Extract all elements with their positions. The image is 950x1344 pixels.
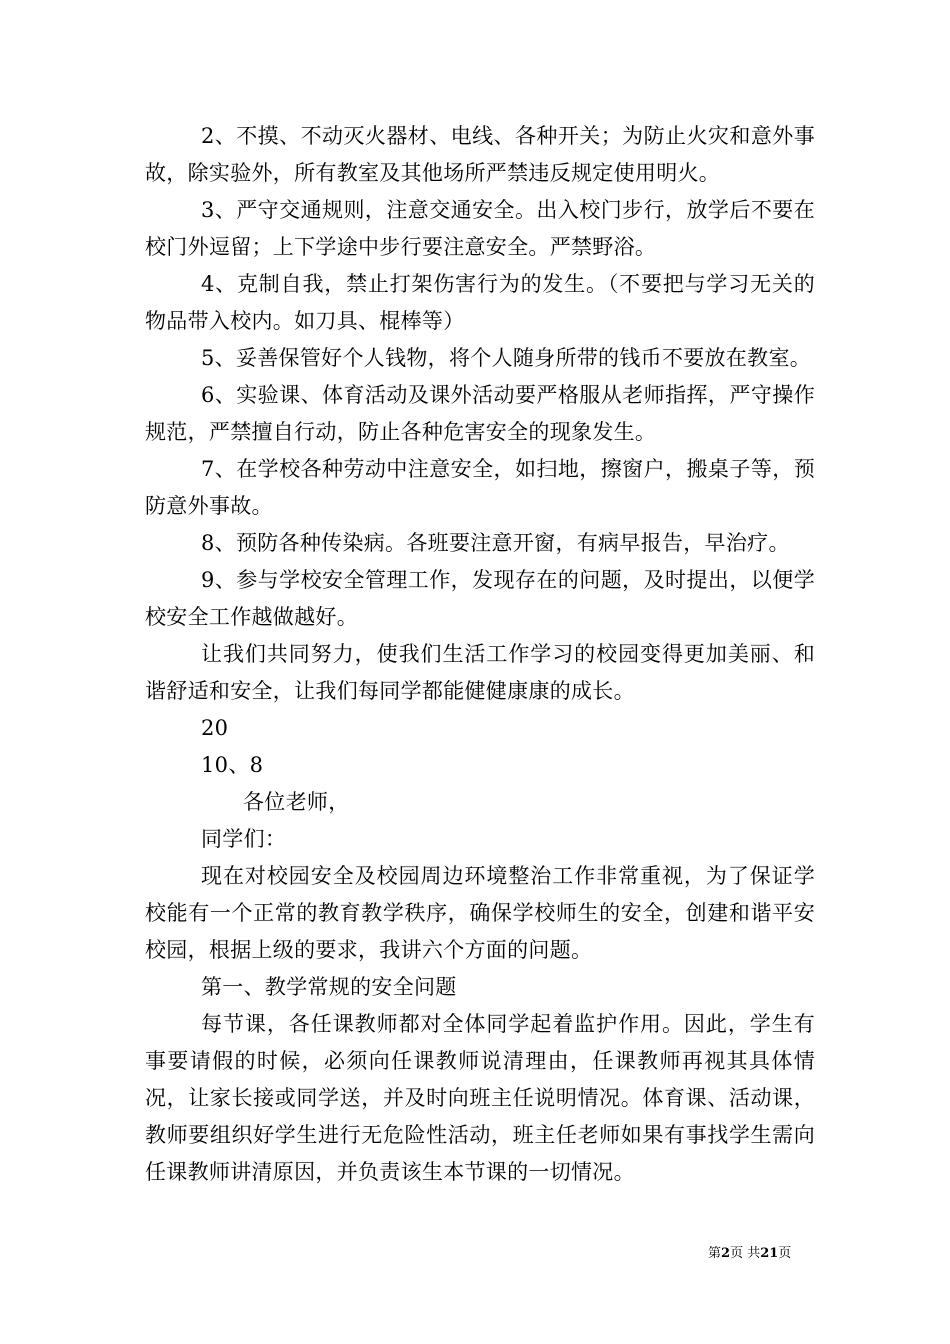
paragraph-item-6: 6、实验课、体育活动及课外活动要严格服从老师指挥，严守操作规范，严禁擅自行动，防止各种危害安全的现象发生。	[145, 383, 815, 444]
paragraph-item-4: 4、克制自我，禁止打架伤害行为的发生。（不要把与学习无关的物品带入校内。如刀具、棍棒等）	[145, 272, 815, 333]
salutation-students: 同学们：	[201, 827, 287, 851]
page-footer	[708, 1246, 791, 1262]
paragraph-item-2: 2、不摸、不动灭火器材、电线、各种开关；为防止火灾和意外事故，除实验外，所有教室及其他场所严禁违反规定使用明火。	[145, 124, 815, 185]
section-paragraph: 每节课，各任课教师都对全体同学起着监护作用。因此，学生有事要请假的时候，必须向任课教师说清理由，任课教师再视其具体情况，让家长接或同学送，并及时向班主任说明情况。体育课、活动课，教师要组织好学生进行无危险性活动，班主任老师如果有事找学生需向任课教师讲清原因，并负责该生本节课的一切情况。	[145, 1012, 815, 1184]
footer-suffix: 页	[778, 1246, 792, 1261]
paragraph-item-8: 8、预防各种传染病。各班要注意开窗，有病早报告，早治疗。	[201, 531, 790, 555]
footer-middle: 页 共	[730, 1246, 761, 1261]
closing-paragraph: 让我们共同努力，使我们生活工作学习的校园变得更加美丽、和谐舒适和安全，让我们每同学都能健健康康的成长。	[145, 642, 815, 703]
paragraph-item-7: 7、在学校各种劳动中注意安全，如扫地，擦窗户，搬桌子等，预防意外事故。	[145, 457, 815, 518]
paragraph-item-9: 9、参与学校安全管理工作，发现存在的问题，及时提出，以便学校安全工作越做越好。	[145, 568, 815, 629]
date-month-line: 10、8	[201, 753, 264, 777]
intro-paragraph: 现在对校园安全及校园周边环境整治工作非常重视，为了保证学校能有一个正常的教育教学秩序，确保学校师生的安全，创建和谐平安校园，根据上级的要求，我讲六个方面的问题。	[145, 864, 815, 962]
footer-prefix: 第	[708, 1246, 722, 1261]
document-body	[145, 118, 815, 1191]
section-heading: 第一、教学常规的安全问题	[201, 975, 457, 999]
paragraph-item-5: 5、妥善保管好个人钱物，将个人随身所带的钱币不要放在教室。	[201, 346, 812, 370]
footer-total-pages: 21	[760, 1246, 779, 1261]
date-year-line: 20	[201, 716, 229, 740]
salutation-teachers: 各位老师，	[243, 790, 350, 814]
footer-current-page: 2	[721, 1246, 731, 1261]
paragraph-item-3: 3、严守交通规则，注意交通安全。出入校门步行，放学后不要在校门外逗留；上下学途中步行要注意安全。严禁野浴。	[145, 198, 815, 259]
